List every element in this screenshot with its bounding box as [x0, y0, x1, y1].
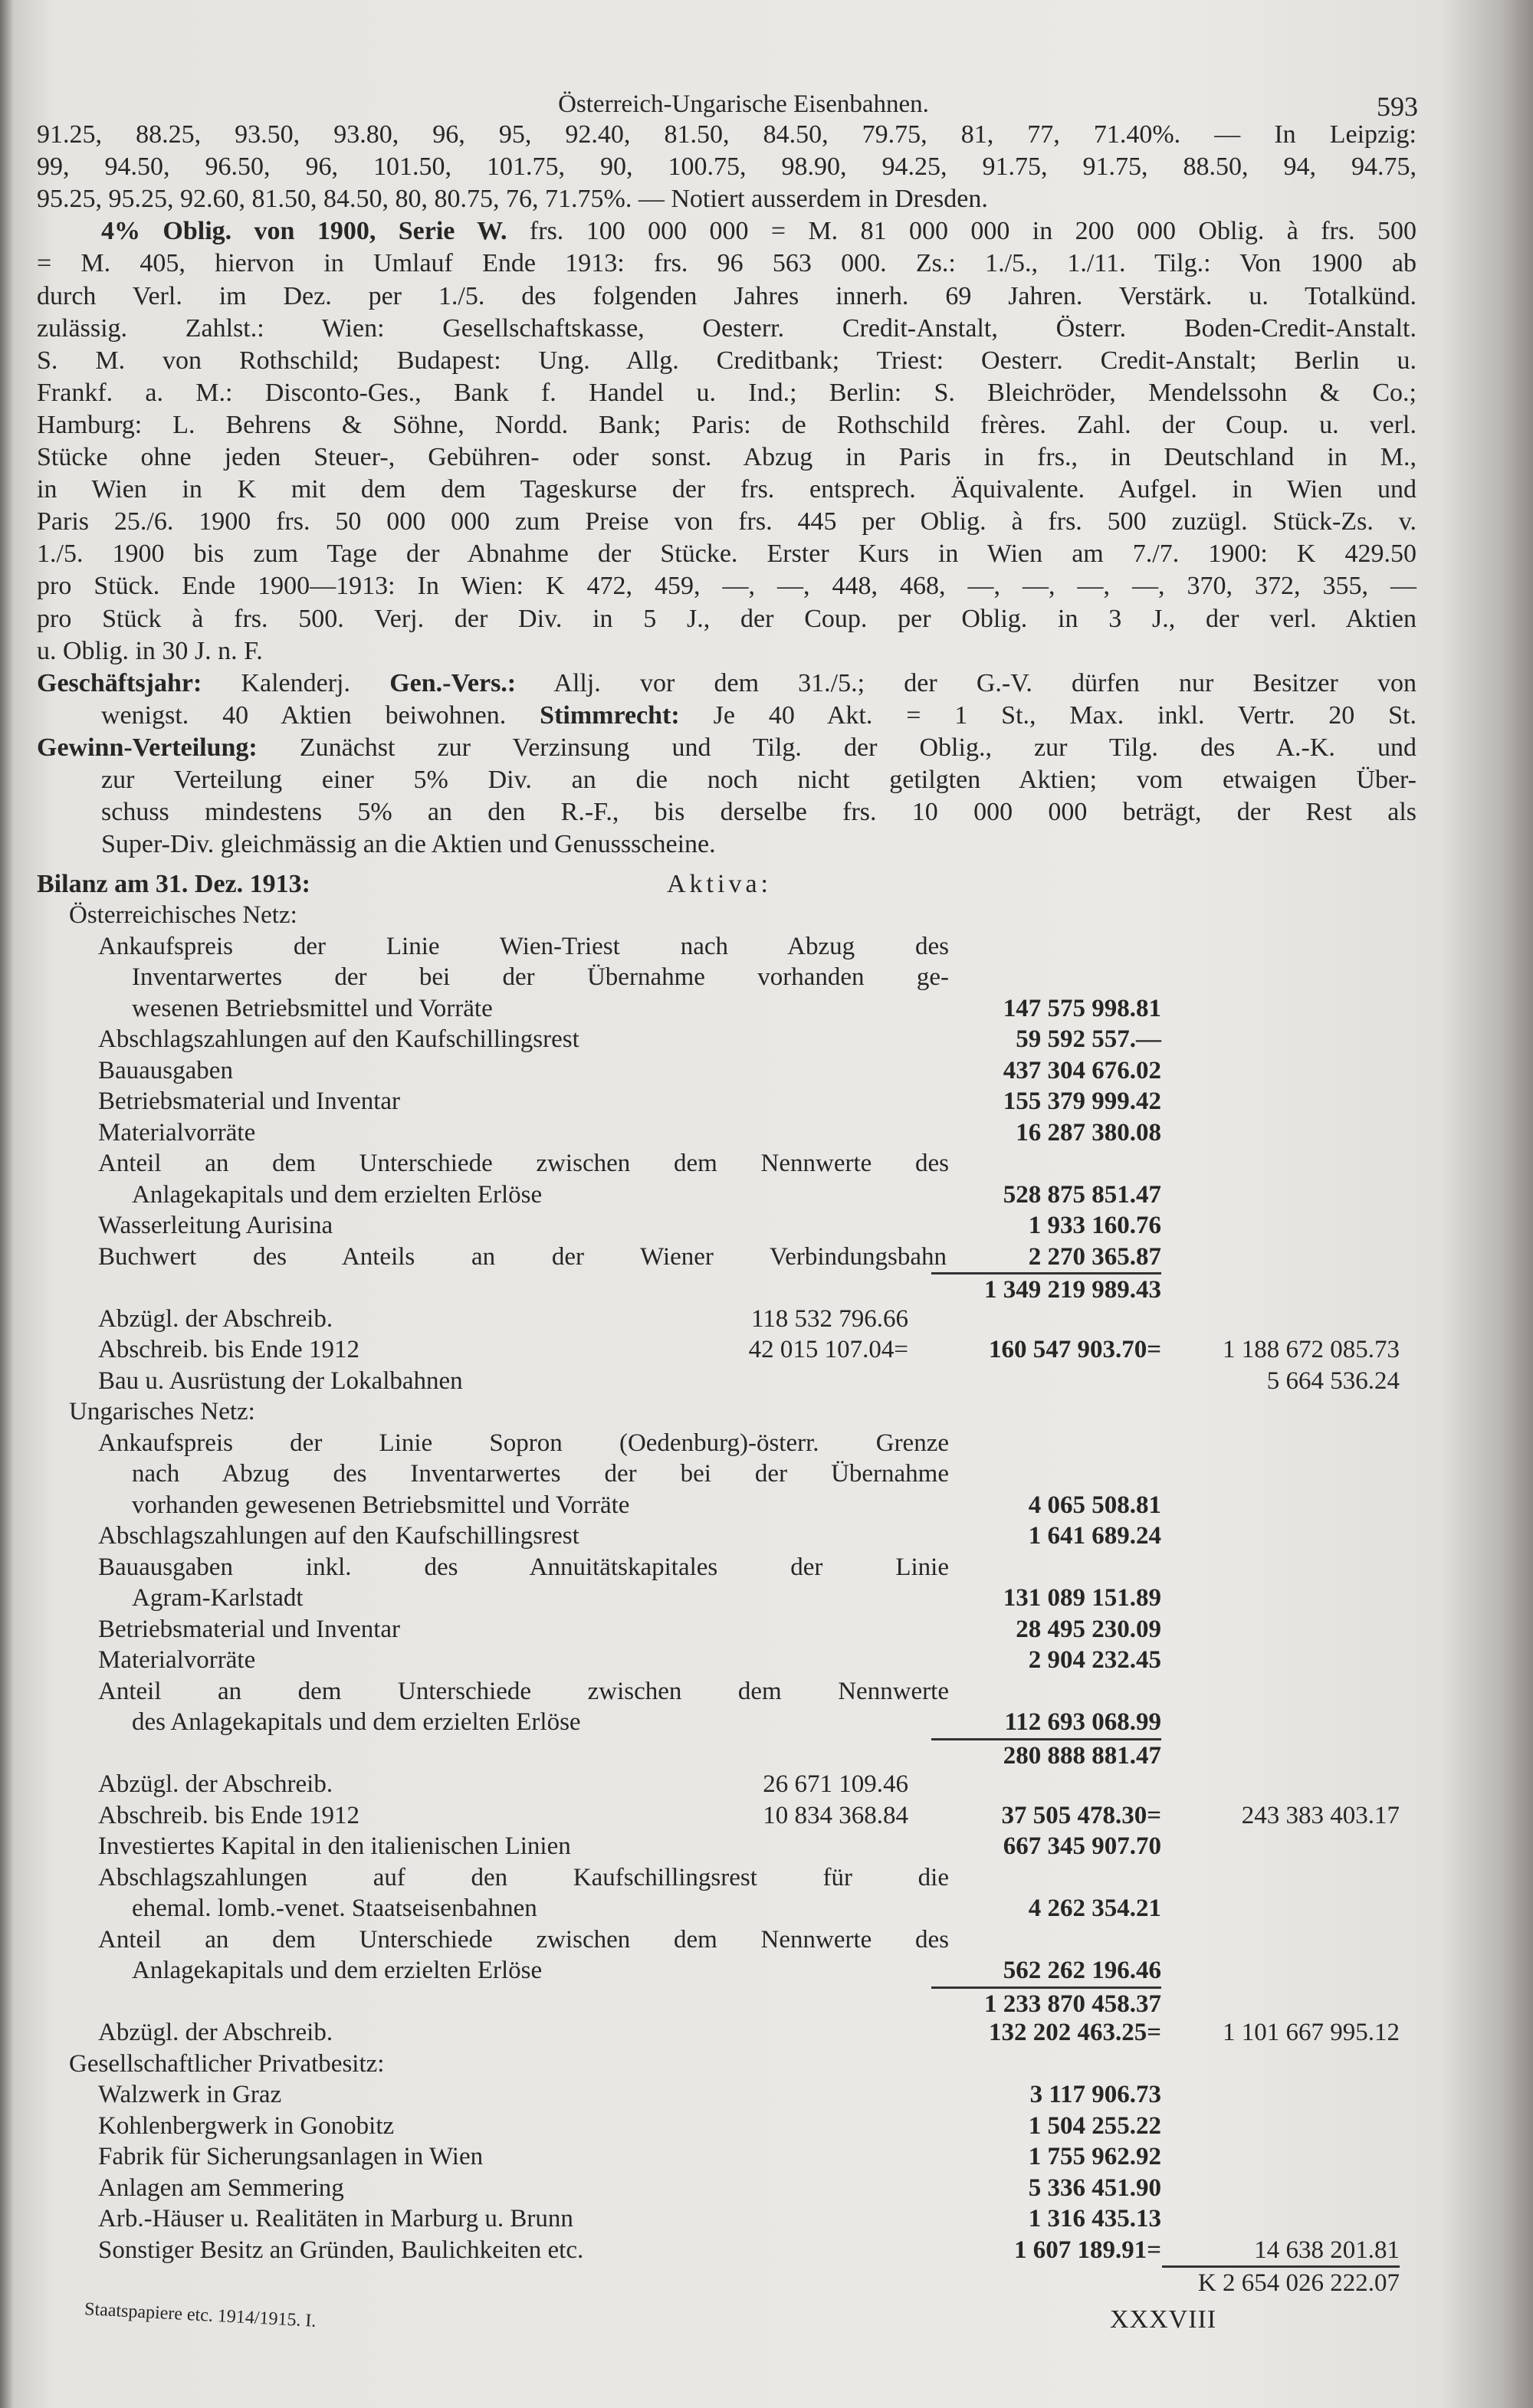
- bold-term: Stimmrecht:: [540, 700, 680, 730]
- bold-term: Geschäftsjahr:: [37, 668, 202, 697]
- balance-row: [0, 962, 1533, 992]
- dot-leader: [553, 1955, 931, 1978]
- balance-row: [0, 2235, 1533, 2265]
- balance-row: [0, 2173, 1533, 2203]
- balance-row: [0, 1334, 1533, 1365]
- balance-row: [0, 1024, 1533, 1055]
- dot-leader: [582, 1831, 931, 1854]
- balance-row: [0, 1986, 1533, 2017]
- balance-sheet-title: Bilanz am 31. Dez. 1913:: [37, 870, 310, 898]
- amount-col-b: 1 755 962.92: [1028, 2143, 1161, 2170]
- text-run: Paris 25./6. 1900 frs. 50 000 000 zum Preise von frs. 445 per Oblig. à frs. 500 zuzügl. Stück-Zs. v.: [37, 507, 1416, 536]
- dot-leader: [343, 2017, 931, 2040]
- amount-col-a: 26 671 109.46: [763, 1770, 908, 1798]
- text-line: [37, 345, 1416, 377]
- section-heading: [0, 1396, 1533, 1427]
- amount-col-b: 1 607 189.91=: [1013, 2236, 1161, 2264]
- balance-row: [0, 2203, 1533, 2234]
- text-run: 91.25, 88.25, 93.50, 93.80, 96, 95, 92.40, 81.50, 84.50, 79.75, 81, 77, 71.40%. — In Leipzig:: [37, 120, 1416, 149]
- balance-row: [0, 1707, 1533, 1737]
- row-label: Abzügl. der Abschreib.: [98, 1770, 333, 1798]
- amount-col-b: 437 304 676.02: [1003, 1056, 1161, 1084]
- dot-leader: [244, 1055, 931, 1078]
- text-line: [37, 570, 1416, 602]
- total-amount: 280 888 881.47: [931, 1738, 1161, 1771]
- text-run: wenigst. 40 Aktien beiwohnen.: [101, 700, 540, 730]
- text-line: [101, 700, 1416, 732]
- text-run: S. M. von Rothschild; Budapest: Ung. Allg. Creditbank; Triest: Oesterr. Credit-Anstalt; Berlin u.: [37, 346, 1416, 375]
- amount-col-b: 155 379 999.42: [1003, 1088, 1161, 1115]
- text-run: = M. 405, hiervon in Umlauf Ende 1913: frs. 96 563 000. Zs.: 1./5., 1./11. Tilg.: Von 1900 ab: [37, 249, 1416, 278]
- text-line: [37, 313, 1416, 345]
- running-header-title: Österreich-Ungarische Eisenbahnen.: [558, 90, 929, 118]
- dot-leader: [370, 1334, 675, 1357]
- footer-note: Staatspapiere etc. 1914/1915. I.: [84, 2299, 317, 2331]
- row-label: Abschlagszahlungen auf den Kaufschillingsrest für die: [98, 1863, 949, 1891]
- amount-col-c: 14 638 201.81: [1254, 2236, 1400, 2264]
- row-label: Abschlagszahlungen auf den Kaufschillingsrest: [98, 1522, 579, 1550]
- row-label: Anlagekapitals und dem erzielten Erlöse: [132, 1957, 543, 1984]
- amount-col-b: 4 065 508.81: [1028, 1491, 1161, 1519]
- dot-leader: [411, 1614, 931, 1637]
- row-label: Materialvorräte: [98, 1646, 256, 1674]
- bold-term: Gen.-Vers.:: [389, 668, 517, 697]
- balance-row: [0, 1645, 1533, 1675]
- dot-leader: [343, 1210, 931, 1233]
- text-line: [101, 764, 1416, 796]
- balance-row: [0, 931, 1533, 962]
- row-label: Abzügl. der Abschreib.: [98, 2019, 333, 2046]
- balance-row: [0, 1893, 1533, 1924]
- row-label: Anteil an dem Unterschiede zwischen dem Nennwerte des: [98, 1925, 949, 1954]
- amount-col-a: 118 532 796.66: [750, 1304, 908, 1333]
- dot-leader: [584, 2203, 931, 2226]
- amount-col-c: 1 188 672 085.73: [1223, 1336, 1400, 1363]
- text-run: zur Verteilung einer 5% Div. an die noch nicht getilgten Aktien; vom etwaigen Über-: [101, 766, 1416, 794]
- balance-row: [0, 1458, 1533, 1489]
- balance-row: [0, 1086, 1533, 1117]
- row-label: Investiertes Kapital in den italienischen Linien: [98, 1832, 571, 1860]
- row-label: Abschreib. bis Ende 1912: [98, 1336, 359, 1363]
- text-run: Zunächst zur Verzinsung und Tilg. der Oblig., zur Tilg. des A.-K. und: [257, 733, 1416, 762]
- balance-row: [0, 1490, 1533, 1521]
- dot-leader: [590, 1521, 931, 1544]
- dot-leader: [405, 2111, 931, 2134]
- amount-col-c: 5 664 536.24: [1266, 1366, 1400, 1395]
- dot-leader: [314, 1583, 931, 1606]
- page-number: 593: [1377, 91, 1418, 122]
- text-run: Hamburg: L. Behrens & Söhne, Nordd. Bank; Paris: de Rothschild frères. Zahl. der Coup. u. verl.: [37, 410, 1416, 439]
- amount-col-b: 132 202 463.25=: [988, 2019, 1161, 2046]
- dot-leader: [411, 1086, 931, 1109]
- amount-col-b: 667 345 907.70: [1003, 1832, 1161, 1860]
- dot-leader: [355, 2173, 931, 2196]
- row-label: Ungarisches Netz:: [69, 1398, 255, 1425]
- text-run: Stücke ohne jeden Steuer-, Gebühren- oder sonst. Abzug in Paris in frs., in Deutschland in M.,: [37, 443, 1416, 471]
- balance-row: [0, 1428, 1533, 1458]
- text-run: schuss mindestens 5% an den R.-F., bis derselbe frs. 10 000 000 beträgt, der Rest als: [101, 798, 1416, 827]
- amount-col-b: 2 270 365.87: [1028, 1242, 1161, 1271]
- text-run: 99, 94.50, 96.50, 96, 101.50, 101.75, 90, 100.75, 98.90, 94.25, 91.75, 91.75, 88.50, 94, 94.75,: [37, 153, 1416, 182]
- row-label: Fabrik für Sicherungsanlagen in Wien: [98, 2143, 484, 2170]
- balance-sheet-side: Aktiva:: [667, 870, 772, 898]
- balance-row: [0, 1955, 1533, 1986]
- text-run: pro Stück à frs. 500. Verj. der Div. in 5 J., der Coup. per Oblig. in 3 J., der verl. Aktien: [37, 604, 1416, 633]
- dot-leader: [370, 1800, 675, 1823]
- row-label: vorhanden gewesenen Betriebsmittel und Vorräte: [132, 1491, 630, 1519]
- row-label: nach Abzug des Inventarwertes der bei der Übernahme: [132, 1460, 949, 1488]
- dot-leader: [592, 1707, 931, 1730]
- total-amount: 1 233 870 458.37: [931, 1986, 1161, 2019]
- row-label: Agram-Karlstadt: [132, 1584, 304, 1612]
- total-amount: 1 349 219 989.43: [931, 1272, 1161, 1305]
- row-label: Inventarwertes der bei der Übernahme vorhanden ge-: [132, 963, 949, 991]
- amount-col-b: 562 262 196.46: [1003, 1957, 1161, 1984]
- balance-row: [0, 1831, 1533, 1862]
- amount-col-c: 243 383 403.17: [1241, 1801, 1400, 1829]
- text-line: [37, 377, 1416, 409]
- text-line: [37, 538, 1416, 570]
- text-run: u. Oblig. in 30 J. n. F.: [37, 636, 263, 665]
- text-run: Super-Div. gleichmässig an die Aktien und Genussscheine.: [101, 830, 716, 859]
- row-label: Sonstiger Besitz an Gründen, Baulichkeiten etc.: [98, 2236, 584, 2264]
- text-line: [37, 732, 1416, 764]
- dot-leader: [292, 2079, 931, 2102]
- row-label: des Anlagekapitals und dem erzielten Erlöse: [132, 1708, 581, 1736]
- text-line: [37, 668, 1416, 700]
- dot-leader: [553, 1179, 931, 1202]
- text-line: [37, 603, 1416, 635]
- row-label: wesenen Betriebsmittel und Vorräte: [132, 994, 493, 1022]
- row-label: Betriebsmaterial und Inventar: [98, 1615, 401, 1643]
- text-line: [37, 151, 1416, 183]
- text-run: Je 40 Akt. = 1 St., Max. inkl. Vertr. 20 St.: [679, 700, 1416, 730]
- bold-term: Gewinn-Verteilung:: [37, 733, 258, 762]
- balance-row: [0, 993, 1533, 1024]
- balance-row: [0, 1769, 1533, 1799]
- balance-row: [0, 1676, 1533, 1707]
- balance-row: [0, 1583, 1533, 1613]
- text-run: pro Stück. Ende 1900—1913: In Wien: K 472, 459, —, —, 448, 468, —, —, —, —, 370, 372, 355, —: [37, 572, 1416, 601]
- text-run: Kalenderj.: [202, 668, 390, 697]
- text-run: durch Verl. im Dez. per 1./5. des folgenden Jahres innerh. 69 Jahren. Verstärk. u. Totalkünd.: [37, 281, 1416, 310]
- balance-row: [0, 2017, 1533, 2048]
- amount-col-b: 147 575 998.81: [1003, 994, 1161, 1022]
- amount-col-b: 59 592 557.—: [1016, 1025, 1161, 1053]
- balance-row: [0, 1179, 1533, 1210]
- text-run: frs. 100 000 000 = M. 81 000 000 in 200 000 Oblig. à frs. 500: [507, 217, 1416, 246]
- row-label: Österreichisches Netz:: [69, 901, 297, 929]
- amount-col-b: 1 933 160.76: [1028, 1212, 1161, 1239]
- amount-col-b: 28 495 230.09: [1016, 1615, 1161, 1643]
- balance-row: [0, 1148, 1533, 1179]
- balance-row: [0, 1117, 1533, 1148]
- balance-row: [0, 1924, 1533, 1955]
- row-label: Kohlenbergwerk in Gonobitz: [98, 2111, 395, 2140]
- amount-col-b: 1 316 435.13: [1028, 2205, 1161, 2232]
- balance-row: [0, 2141, 1533, 2172]
- balance-row: [0, 1210, 1533, 1241]
- amount-col-a: 42 015 107.04=: [748, 1336, 908, 1363]
- text-line: [101, 828, 1416, 861]
- row-label: Anteil an dem Unterschiede zwischen dem Nennwerte des: [98, 1150, 949, 1177]
- row-label: Buchwert des Anteils an der Wiener Verbindungsbahn: [98, 1242, 947, 1271]
- dot-leader: [494, 2141, 931, 2164]
- text-line: [37, 441, 1416, 474]
- dot-leader: [504, 993, 931, 1016]
- row-label: Abschreib. bis Ende 1912: [98, 1801, 359, 1829]
- balance-row: [0, 1055, 1533, 1086]
- text-line: [37, 183, 1416, 215]
- dot-leader: [266, 1117, 931, 1140]
- text-run: Frankf. a. M.: Disconto-Ges., Bank f. Handel u. Ind.; Berlin: S. Bleichröder, Mendelssohn & Co.;: [37, 378, 1416, 407]
- balance-row: [0, 1552, 1533, 1583]
- text-line: [37, 248, 1416, 280]
- amount-col-b: 528 875 851.47: [1003, 1180, 1161, 1209]
- row-label: Bau u. Ausrüstung der Lokalbahnen: [98, 1366, 463, 1395]
- text-line: [37, 280, 1416, 313]
- balance-row: [0, 1614, 1533, 1645]
- dot-leader: [594, 2235, 931, 2258]
- bold-term: 4% Oblig. von 1900, Serie W.: [101, 217, 507, 246]
- amount-col-b: 5 336 451.90: [1028, 2173, 1161, 2202]
- text-run: zulässig. Zahlst.: Wien: Gesellschaftskasse, Oesterr. Credit-Anstalt, Österr. Boden-Credit-Anstalt.: [37, 313, 1416, 343]
- amount-col-b: 37 505 478.30=: [1001, 1801, 1161, 1829]
- text-line: [37, 635, 1416, 668]
- balance-row: [0, 1366, 1533, 1396]
- row-label: Anteil an dem Unterschiede zwischen dem Nennwerte: [98, 1677, 949, 1705]
- balance-row: [0, 2079, 1533, 2110]
- amount-col-b: 3 117 906.73: [1029, 2081, 1161, 2108]
- text-run: 95.25, 95.25, 92.60, 81.50, 84.50, 80, 80.75, 76, 71.75%. — Notiert ausserdem in Dresden.: [37, 185, 988, 214]
- row-label: Walzwerk in Graz: [98, 2081, 282, 2108]
- row-label: Arb.-Häuser u. Realitäten in Marburg u. Brunn: [98, 2205, 573, 2232]
- dot-leader: [266, 1645, 931, 1668]
- balance-row: [0, 1272, 1533, 1303]
- amount-col-b: 160 547 903.70=: [988, 1336, 1161, 1363]
- text-line: [37, 474, 1416, 506]
- dot-leader: [590, 1024, 931, 1047]
- row-label: Ankaufspreis der Linie Wien-Triest nach Abzug des: [98, 932, 949, 960]
- dot-leader: [343, 1304, 675, 1327]
- amount-col-b: 112 693 068.99: [1004, 1708, 1161, 1736]
- balance-row: [0, 1304, 1533, 1334]
- row-label: Ankaufspreis der Linie Sopron (Oedenburg)-österr. Grenze: [98, 1429, 949, 1457]
- balance-row: [0, 1521, 1533, 1551]
- amount-col-b: 4 262 354.21: [1028, 1895, 1161, 1922]
- row-label: Bauausgaben: [98, 1056, 233, 1084]
- dot-leader: [548, 1893, 931, 1916]
- total-amount: K 2 654 026 222.07: [1162, 2265, 1400, 2298]
- row-label: Anlagen am Semmering: [98, 2173, 344, 2202]
- dot-leader: [474, 1366, 1165, 1389]
- amount-col-b: 16 287 380.08: [1016, 1118, 1161, 1147]
- balance-row: [0, 2265, 1533, 2296]
- row-label: Abzügl. der Abschreib.: [98, 1304, 333, 1333]
- dot-leader: [343, 1769, 675, 1792]
- row-label: Betriebsmaterial und Inventar: [98, 1088, 401, 1115]
- amount-col-b: 2 904 232.45: [1028, 1646, 1161, 1674]
- section-heading: [0, 900, 1533, 930]
- balance-row: [0, 1800, 1533, 1831]
- row-label: Materialvorräte: [98, 1118, 256, 1147]
- amount-col-c: 1 101 667 995.12: [1223, 2019, 1400, 2046]
- row-label: Bauausgaben inkl. des Annuitätskapitales der Linie: [98, 1553, 949, 1581]
- row-label: Anlagekapitals und dem erzielten Erlöse: [132, 1180, 543, 1209]
- text-line: [101, 215, 1416, 248]
- row-label: Gesellschaftlicher Privatbesitz:: [69, 2049, 385, 2078]
- amount-col-a: 10 834 368.84: [763, 1801, 908, 1829]
- signature-mark: XXXVIII: [1110, 2305, 1217, 2334]
- row-label: ehemal. lomb.-venet. Staatseisenbahnen: [132, 1895, 537, 1922]
- text-line: [37, 409, 1416, 441]
- row-label: Wasserleitung Aurisina: [98, 1212, 333, 1239]
- balance-row: [0, 1242, 1533, 1272]
- balance-row: [0, 1738, 1533, 1769]
- text-run: Allj. vor dem 31./5.; der G.-V. dürfen nur Besitzer von: [516, 668, 1417, 697]
- text-line: [37, 506, 1416, 538]
- text-run: in Wien in K mit dem dem Tageskurse der frs. entsprech. Äquivalente. Aufgel. in Wien und: [37, 475, 1416, 504]
- amount-col-b: 131 089 151.89: [1003, 1584, 1161, 1612]
- row-label: Abschlagszahlungen auf den Kaufschillingsrest: [98, 1025, 579, 1053]
- text-line: [37, 119, 1416, 151]
- dot-leader: [640, 1490, 931, 1513]
- text-run: 1./5. 1900 bis zum Tage der Abnahme der Stücke. Erster Kurs in Wien am 7./7. 1900: K 429.50: [37, 540, 1416, 569]
- text-line: [101, 796, 1416, 828]
- balance-row: [0, 1862, 1533, 1893]
- balance-row: [0, 2111, 1533, 2141]
- amount-col-b: 1 504 255.22: [1028, 2111, 1161, 2140]
- section-heading: [0, 2049, 1533, 2079]
- amount-col-b: 1 641 689.24: [1028, 1522, 1161, 1550]
